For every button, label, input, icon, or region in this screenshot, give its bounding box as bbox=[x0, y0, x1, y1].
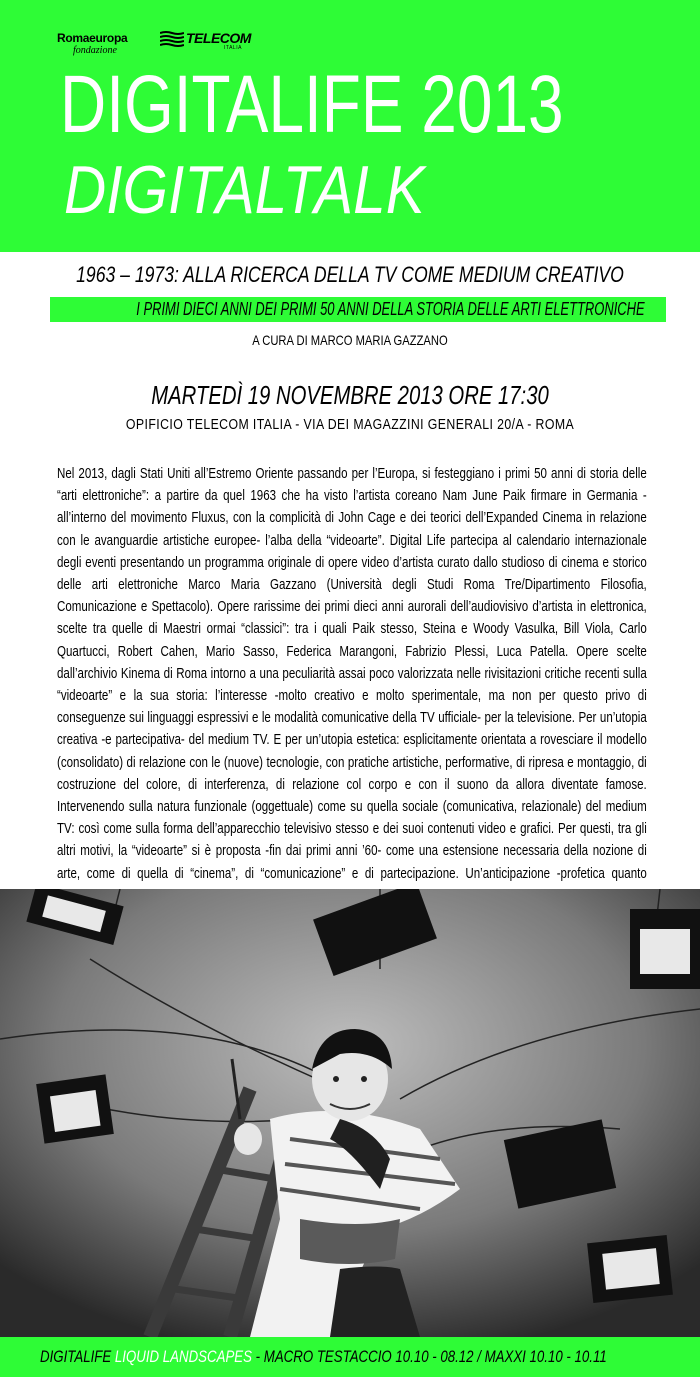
romaeuropa-logo-sub: fondazione bbox=[73, 45, 117, 56]
main-title: DIGITALIFE 2013 bbox=[60, 59, 564, 150]
footer-bar bbox=[0, 1337, 700, 1377]
artist-photo bbox=[0, 889, 700, 1337]
event-subheadline: I PRIMI DIECI ANNI DEI PRIMI 50 ANNI DELLA STORIA DELLE ARTI ELETTRONICHE bbox=[136, 299, 645, 319]
telecom-logo bbox=[160, 29, 260, 51]
footer-liquid-landscapes: LIQUID LANDSCAPES bbox=[114, 1347, 252, 1366]
telecom-logo-main: TELECOM bbox=[186, 30, 251, 46]
romaeuropa-logo-main: Romaeuropa bbox=[57, 31, 128, 45]
footer-venues: - MACRO TESTACCIO 10.10 - 08.12 / MAXXI 10.10 - 10.11 bbox=[251, 1347, 607, 1366]
header-banner bbox=[0, 0, 700, 252]
footer-digitalife: DIGITALIFE bbox=[40, 1347, 115, 1366]
event-subheadline-bar bbox=[50, 297, 666, 322]
photo-illustration bbox=[0, 889, 700, 1337]
sub-title: DIGITALTALK bbox=[64, 152, 425, 228]
romaeuropa-logo bbox=[57, 30, 127, 56]
event-curator: A CURA DI MARCO MARIA GAZZANO bbox=[252, 332, 448, 348]
event-description: Nel 2013, dagli Stati Uniti all’Estremo Oriente passando per l’Europa, si festeggiano i primi 50 anni di storia delle “arti elettroniche”: a partire da quel 1963 che ha visto l’artista coreano Nam June Paik firmare in Germania -all’interno del movimento Fluxus, con la complicità di John Cage e dei teorici dell’Expanded Cinema in relazione con le avanguardie artistiche europee- l’alba della “videoarte”. Digital Life partecipa al calendario internazionale degli eventi presentando un programma originale di opere video d’artista curato dallo studioso di cinema e storico delle arti elettroniche Marco Maria Gazzano (Università degli Studi Roma Tre/Dipartimento Filosofia, Comunicazione e Spettacolo). Opere rarissime dei primi dieci anni aurorali dell’audiovisivo d’artista in elettronica, scelte tra quelle di Maestri ormai “classici”: tra i quali Paik stesso, Steina e Woody Vasulka, Bill Viola, Carlo Quartucci, Robert Cahen, Mario Sasso, Federica Marangoni, Fabrizio Plessi, Luca Patella. Opere scelte dall’archivio Kinema di Roma intorno a una peculiarità assai poco valorizzata nelle rivisitazioni critiche recenti sulla “videoarte” e la sua storia: l’interesse -molto creativo e molto sperimentale, ma non per questo privo di conseguenze sui linguaggi espressivi e le modalità comunicative della TV ufficiale- per la televisione. Per un’utopia creativa -e partecipativa- del medium TV. E per un’utopia estetica: esplicitamente orientata a rovesciare il modello (consolidato) di relazione con le (nuove) tecnologie, con pratiche artistiche, performative, di ripresa e montaggio, di costruzione del colore, di interferenza, di relazione col corpo e con il suono da allora diventate famose. Intervenendo sulla natura funzionale (oggettuale) come su quella sociale (comunicativa, relazionale) del medium TV: così come sulla forma dell’apparecchio televisivo stesso e dei suoi contenuti video e grafici. Per questi, tra gli altri motivi, la “videoarte” si è proposta -fin dai primi anni ’60- come una estensione necessaria della nozione di arte, come di quella di “cinema”, di “comunicazione” e di partecipazione. Un’anticipazione -profetica quanto bbox=[57, 465, 647, 882]
footer-text bbox=[40, 1347, 607, 1367]
telecom-logo-sub: ITALIA bbox=[224, 45, 242, 51]
event-headline: 1963 – 1973: ALLA RICERCA DELLA TV COME MEDIUM CREATIVO bbox=[76, 262, 624, 287]
event-venue: OPIFICIO TELECOM ITALIA - VIA DEI MAGAZZINI GENERALI 20/A - ROMA bbox=[125, 416, 575, 433]
event-datetime: MARTEDÌ 19 NOVEMBRE 2013 ORE 17:30 bbox=[151, 380, 549, 410]
telecom-stripes-icon bbox=[160, 31, 184, 47]
